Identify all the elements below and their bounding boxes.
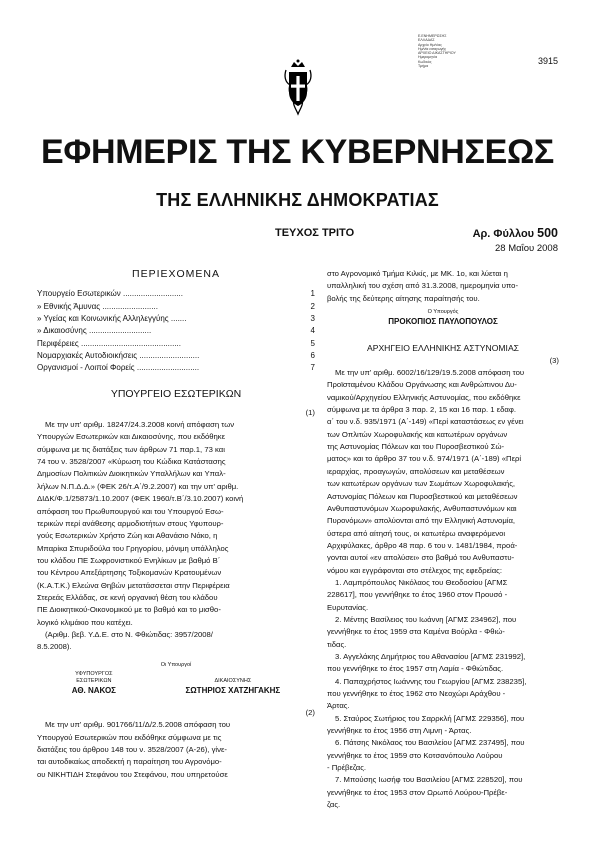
text-line: των Οπλιτών Χωροφυλακής και κατωτέρων οργάνων [327, 429, 508, 439]
gazette-subtitle: ΤΗΣ ΕΛΛΗΝΙΚΗΣ ΔΗΜΟΚΡΑΤΙΑΣ [156, 190, 439, 210]
list-item: 4. Παπαχρήστος Ιωάννης του Γεωργίου [ΑΓΜΣ 238235], που γεννήθηκε το έτος 1962 στο Νεοχώρι Αράχθου - Άρτας. [327, 676, 527, 711]
text-line: Αστυνομίας Πόλεων και Πυροσβεστικού και μεταθέσεων [327, 491, 518, 501]
text-line: σύμφωνα με τις διατάξεις των άρθρων 71 παρ.1, 73 και [37, 444, 225, 454]
text-line: Υπουργού Εσωτερικών που εκδόθηκε σύμφωνα με τις [37, 732, 222, 742]
toc-row[interactable]: Περιφέρειες ............................................. 5 [37, 338, 315, 348]
toc-row[interactable]: » Εθνικής Άμυνας ......................... 2 [37, 301, 315, 311]
signature-role: ΔΙΚΑΙΟΣΥΝΗΣ [214, 677, 252, 684]
text-line: Στερεάς Ελλάδας, σε κενή οργανική θέση του κλάδου [37, 592, 218, 602]
text-line: Με την υπ’ αριθμ. 901766/11/Δ/2.5.2008 απόφαση του [45, 720, 231, 730]
text-line: (Κ.Α.Τ.Κ.) Ελεώνα Θηβών μετατάσσεται στην Περιφέρεια [37, 580, 230, 590]
toc-list [37, 288, 315, 374]
text-line: ται αυτοδικαίως αποδεκτή η παραίτηση του Αγρονόμο- [37, 757, 222, 767]
toc-row[interactable]: » Υγείας και Κοινωνικής Αλληλεγγύης ....... 3 [37, 313, 315, 323]
text-line: υπαλληλική του σχέση από 31.3.2008, ημερομηνία υπο- [327, 281, 519, 291]
stamp-line: ΑΡΧΕΙΟ ΔΙΚΑΣΤΗΡΙΟΥ [418, 51, 456, 56]
section-heading-police: ΑΡΧΗΓΕΙΟ ΕΛΛΗΝΙΚΗΣ ΑΣΤΥΝΟΜΙΑΣ [366, 343, 519, 354]
item-number: (1) [305, 407, 315, 417]
signature-right [185, 671, 280, 697]
text-line: Αρχιφύλακες, άρθρο 48 παρ. 6 του ν. 1481/1984, προά- [327, 540, 518, 550]
text-line: σύμφωνα με τα άρθρα 3 παρ. 2, 15 και 16 παρ. 1 εδαφ. [327, 405, 516, 415]
text-line: λογικό κλιμάκιο που κατέχει. [37, 617, 133, 627]
text-line: Υπουργών Εσωτερικών και Δικαιοσύνης, που εκδόθηκε [37, 432, 226, 442]
toc-row[interactable]: Υπουργείο Εσωτερικών ........................... 1 [37, 289, 315, 299]
text-line: βολής της δεύτερης αίτησης παραίτησής του. [327, 293, 480, 303]
decision-2-continuation [327, 268, 559, 305]
signature-left [72, 671, 116, 697]
archive-stamp [418, 34, 498, 68]
signature-block [37, 671, 315, 697]
issue-label: ΤΕΥΧΟΣ ΤΡΙΤΟ [275, 227, 355, 239]
issue-date: 28 Μαΐου 2008 [495, 243, 558, 254]
toc-heading: ΠΕΡΙΕΧΟΜΕΝΑ [131, 268, 221, 280]
stamp-line: Τμήμα [418, 64, 429, 69]
minister-role: Ο Υπουργός [427, 309, 459, 316]
text-line: ΔΙΔΚ/Φ.1/25873/1.10.2007 (ΦΕΚ 1960/τ.Β΄/3.10.2007) κοινή [37, 494, 244, 504]
text-line: (Αριθμ. βεβ. Υ.Δ.Ε. στο Ν. Φθιώτιδας: 3957/2008/ [45, 629, 213, 639]
signature-header: Οι Υπουργοί [160, 661, 192, 668]
list-item: 3. Αγγελάκης Δημήτριος του Αθανασίου [ΑΓΜΣ 231992], που γεννήθηκε το έτος 1957 στη Λαμία - Φθιώτιδας. [327, 651, 526, 674]
text-line: των κατωτέρων οργάνων των Σωμάτων Χωροφυλακής, [327, 479, 516, 489]
text-line: λήλων Ν.Π.Δ.Δ.» (ΦΕΚ 26/τ.Α΄/9.2.2007) και την υπ’ αριθμ. [37, 481, 239, 491]
gazette-title: ΕΦΗΜΕΡΙΣ ΤΗΣ ΚΥΒΕΡΝΗΣΕΩΣ [40, 133, 555, 171]
stamp-line: Ε.ΕΝΗΜΕΡΩΣΗΣ [418, 34, 447, 38]
text-line: νόμου και εγγράφονται στο στέλεχος της εφεδρείας: [327, 565, 503, 575]
text-line: Με την υπ’ αριθμ. 6002/16/129/19.5.2008 απόφαση του [335, 368, 525, 378]
sheet-number [473, 226, 558, 240]
text-line: Με την υπ’ αριθμ. 18247/24.3.2008 κοινή απόφαση των [45, 420, 235, 430]
coat-of-arms-icon [280, 58, 316, 120]
text-line: ματος» και το άρθρο 37 του ν.δ. 974/1971 (Α΄-189) «Περί [327, 454, 522, 464]
text-line: διατάξεις του άρθρου 148 του ν. 3528/2007 (Α-26), γίνε- [37, 745, 227, 755]
text-line: της Αστυνομίας Πόλεων και του Πυροσβεστικού Σώ- [327, 442, 505, 452]
text-line: του Κέντρου Απεξάρτησης Τοξικομανών Κρατουμένων [37, 568, 222, 578]
text-line: γονται αυτοί «εν απολύσει» στο βαθμό του Ανθυπαστυ- [327, 553, 515, 563]
section-heading-interior: ΥΠΟΥΡΓΕΙΟ ΕΣΩΤΕΡΙΚΩΝ [110, 388, 242, 401]
decision-3-text [327, 367, 559, 577]
left-column [37, 268, 315, 781]
text-line: στο Αγρονομικό Τμήμα Κιλκίς, με ΜΚ. 1ο, και λύεται η [327, 269, 508, 278]
stamp-line: Κωδικός [418, 59, 432, 64]
stamp-line: ΕΛΛΑΔΑΣ [418, 38, 435, 43]
text-line: 74 του ν. 3528/2007 «Κύρωση του Κώδικα Κατάστασης [37, 457, 226, 467]
list-item: 5. Σταύρος Σωτήριος του Σαρρκλή [ΑΓΜΣ 229356], που γεννήθηκε το έτος 1956 στη Λιμνη - Άρτας. [327, 713, 525, 736]
toc-row[interactable]: Οργανισμοί - Λοιποί Φορείς ............................ 7 [37, 363, 315, 373]
text-line: ου ΝΙΚΗΤΙΔΗ Στεφάνου του Στεφάνου, που υπηρετούσε [37, 769, 228, 779]
text-line: του κλάδου ΠΕ Σωφρονιστικού Ενηλίκων με βαθμό Β΄ [37, 555, 221, 565]
text-line: Πυρονόμων» απολύονται από την Ελληνική Αστυνομία, [327, 516, 516, 526]
page-number: 3915 [537, 56, 558, 66]
signature-name: ΣΩΤΗΡΙΟΣ ΧΑΤΖΗΓΑΚΗΣ [185, 685, 281, 695]
text-line: ΠΕ Διοικητικού-Οικονομικού με το βαθμό και το μισθο- [37, 605, 221, 615]
signature-name: ΑΘ. ΝΑΚΟΣ [71, 685, 116, 695]
text-line: απόφαση του Πρωθυπουργού και του Υπουργού Εσω- [37, 506, 224, 516]
stamp-line: Ημ/νία εισαγωγής [418, 46, 447, 51]
list-item: 6. Πάτσης Νικόλαος του Βασιλείου [ΑΓΜΣ 237495], που γεννήθηκε το έτος 1959 στο Κοτσανόπουλο Λούρου - Πρέβεζας. [327, 738, 525, 773]
decision-1-text [37, 419, 315, 654]
sheet-number-value: 500 [537, 226, 558, 240]
text-line: Δημοσίων Πολιτικών Διοικητικών Υπαλλήλων και Υπαλ- [37, 469, 226, 479]
text-line: γούς Εσωτερικών Χρήστο Ζώη και Αθανάσιο Νάκο, η [37, 531, 218, 541]
item-number: (2) [305, 707, 315, 717]
text-line: ναμικού/Αρχηγείου Ελληνικής Αστυνομίας, που εκδόθηκε [327, 392, 521, 402]
stamp-line: Αρχείο Ημ/νίας [418, 42, 442, 47]
text-line: τερικών περί ανάθεσης αρμοδιοτήτων στους Υφυπουρ- [37, 518, 224, 528]
toc-row[interactable]: Νομαρχιακές Αυτοδιοικήσεις ........................... 6 [37, 350, 315, 360]
text-line: Προϊσταμένου Κλάδου Οργάνωσης και Ανθρώπινου Δυ- [327, 380, 517, 390]
list-item: 2. Μέντης Βασίλειος του Ιωάννη [ΑΓΜΣ 234962], που γεννήθηκε το έτος 1959 στα Καμένα Βούρλα - Φθιώ- τιδας. [327, 614, 517, 649]
toc-row[interactable]: » Δικαιοσύνης ............................ 4 [37, 326, 315, 336]
text-line: 8.5.2008). [37, 642, 72, 652]
minister-name: ΠΡΟΚΟΠΙΟΣ ΠΑΥΛΟΠΟΥΛΟΣ [388, 317, 498, 327]
stamp-line: Ημερομηνία [418, 55, 438, 60]
item-number: (3) [549, 355, 559, 365]
right-column [327, 268, 559, 811]
signature-role: ΕΣΩΤΕΡΙΚΩΝ [76, 677, 112, 684]
persons-list [327, 577, 559, 812]
text-line: ιεραρχίας, προαγωγών, απολύσεων και μεταθέσεων [327, 466, 505, 476]
text-line: α΄ του ν.δ. 935/1971 (Α΄-149) «Περί καταστάσεως εν γένει [327, 417, 524, 427]
list-item: 1. Λαμπρόπουλος Νικόλαος του Θεοδοσίου [ΑΓΜΣ 228617], που γεννήθηκε το έτος 1960 στον Προυσό - Ευρυτανίας. [327, 577, 508, 612]
text-line: Μπαρίκα Σπυριδούλα του Γρηγορίου, μόνιμη υπάλληλος [37, 543, 229, 553]
list-item: 7. Μπούσης Ιωσήφ του Βασιλείου [ΑΓΜΣ 228520], που γεννήθηκε το έτος 1953 στον Ωρωπό Λούρου-Πρέβε- ζας. [327, 775, 523, 810]
text-line: Ανθυπαστυνόμων Χωροφυλακής, Ανθυπαστυνόμων και [327, 503, 517, 513]
decision-2-text [37, 719, 315, 781]
text-line: ύστερα από αίτησή τους, οι κατωτέρω αναφερόμενοι [327, 528, 506, 538]
sheet-label: Αρ. Φύλλου [472, 228, 535, 240]
signature-role: ΥΦΥΠΟΥΡΓΟΣ [75, 670, 113, 677]
